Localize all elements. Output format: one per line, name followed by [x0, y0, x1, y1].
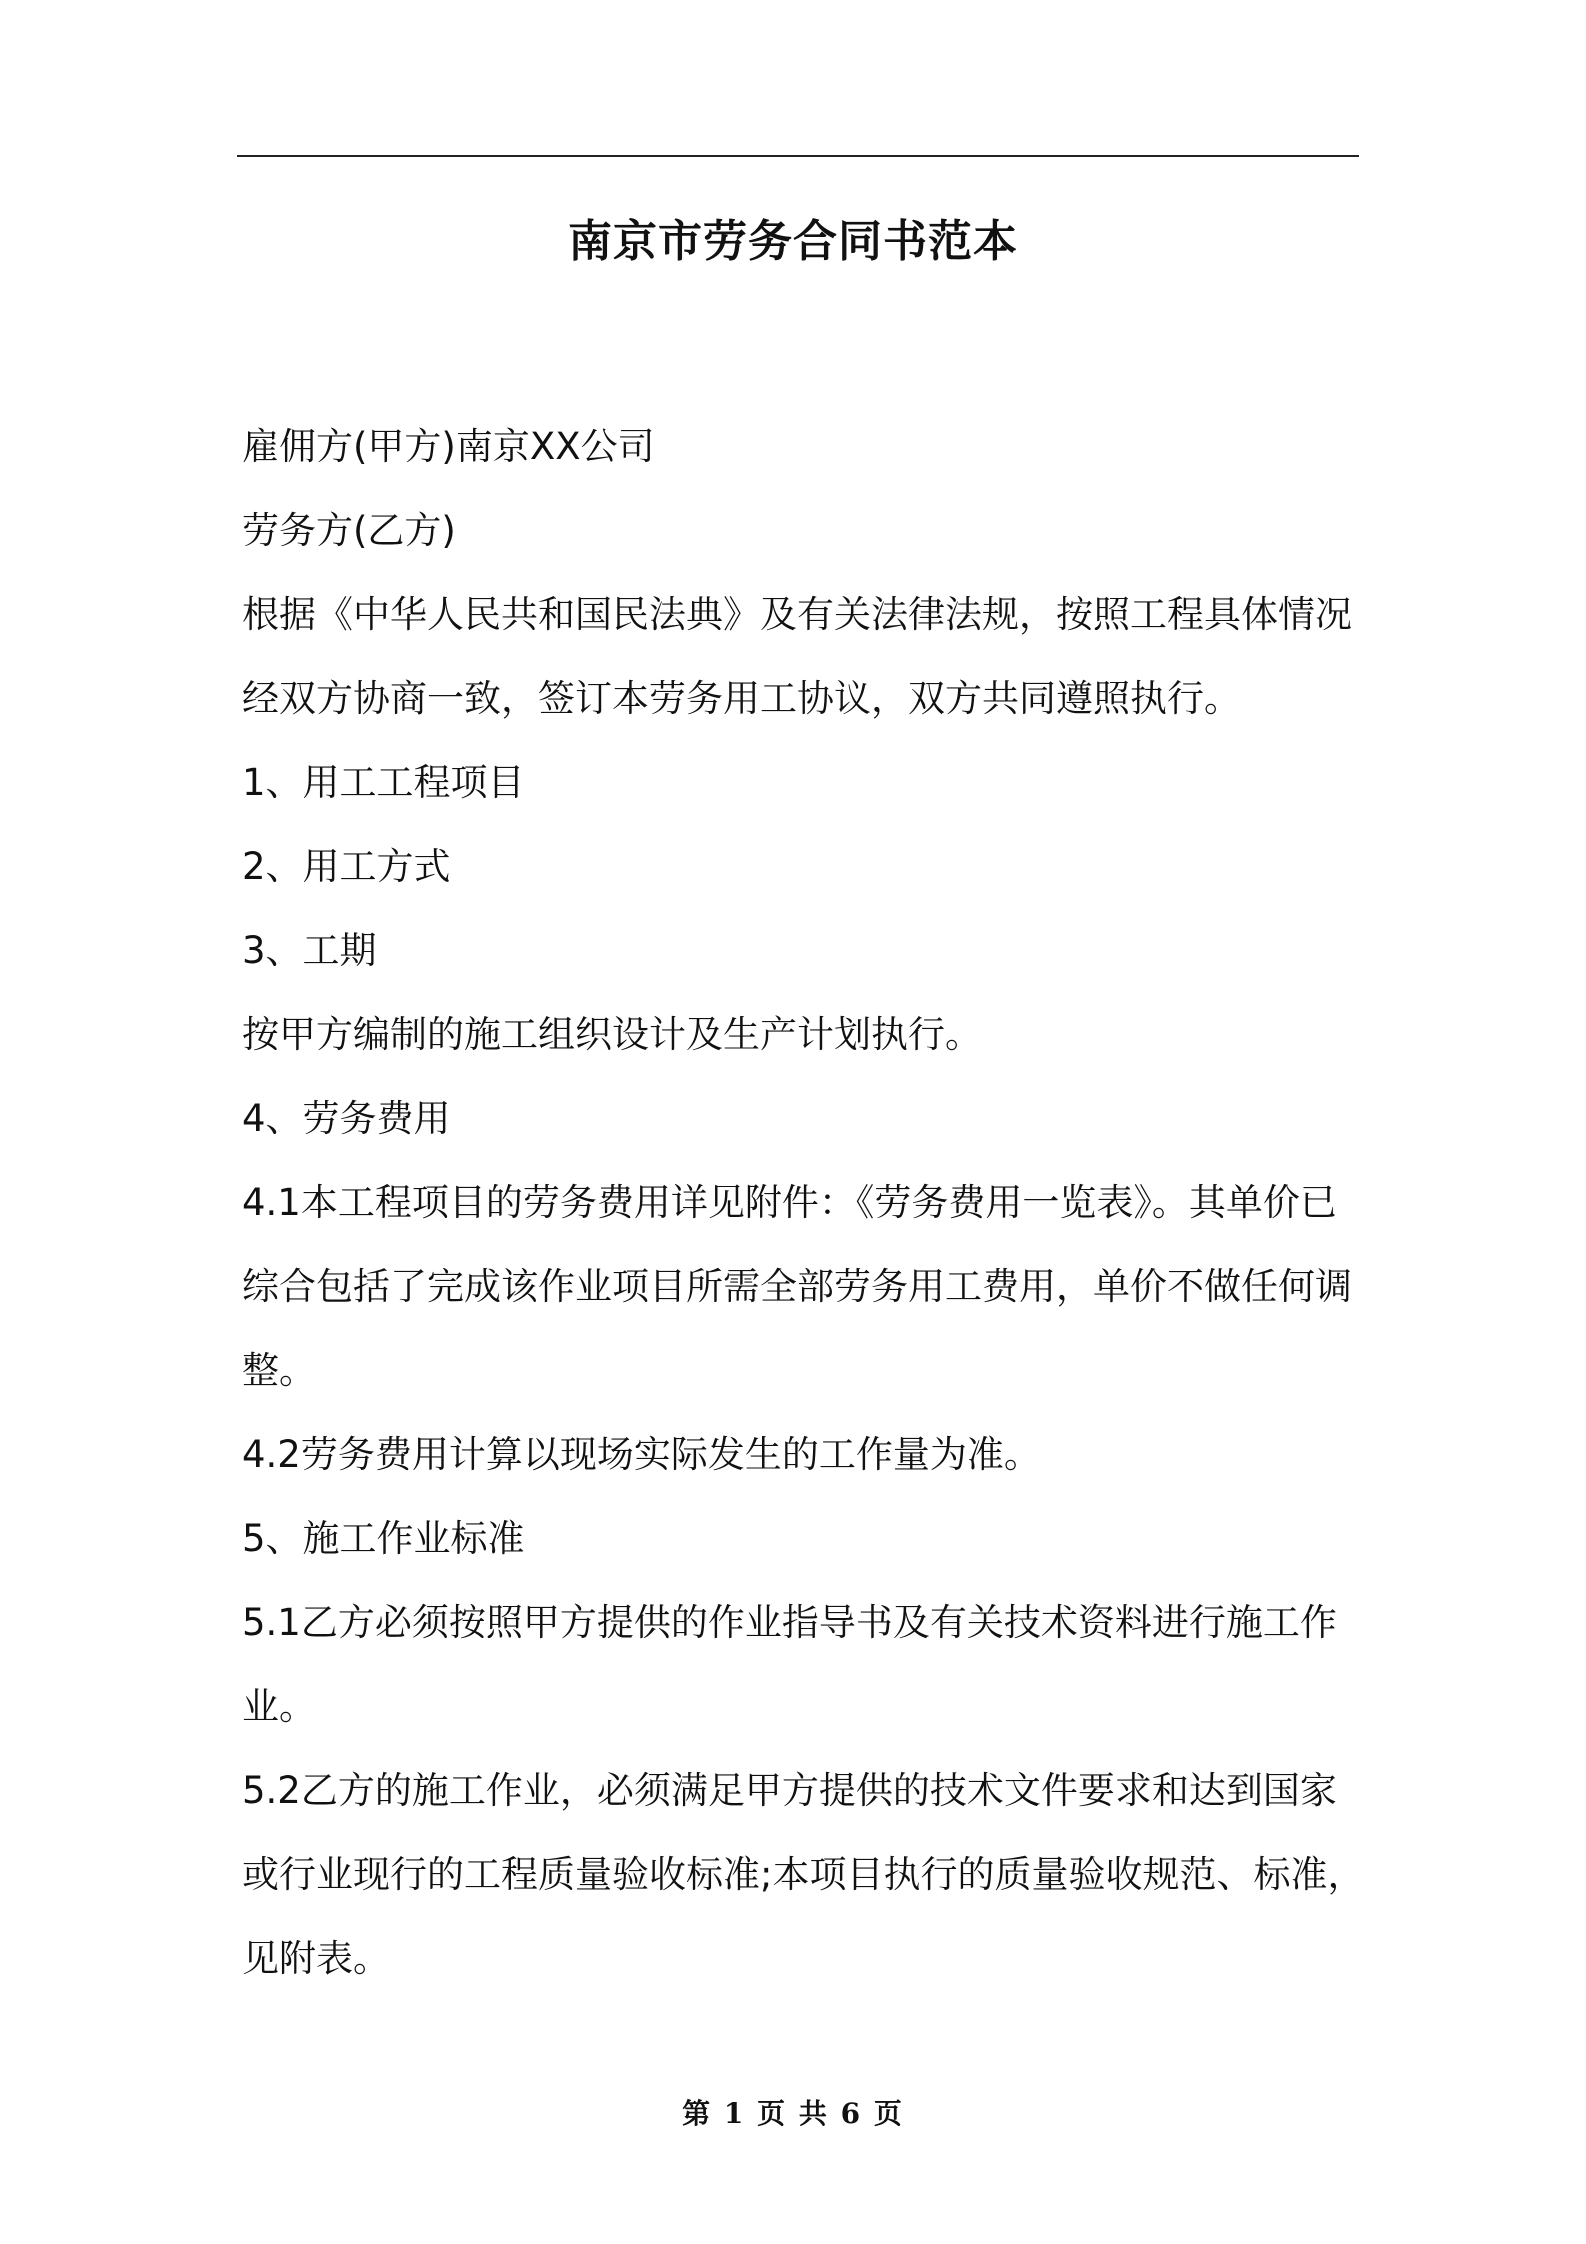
section-heading: 2、用工方式 — [242, 845, 451, 888]
clause-line: 4.2劳务费用计算以现场实际发生的工作量为准。 — [242, 1433, 1041, 1476]
contractor-line: 劳务方(乙方) — [242, 509, 456, 552]
section-heading: 3、工期 — [242, 929, 377, 972]
preamble-line: 经双方协商一致，签订本劳务用工协议，双方共同遵照执行。 — [242, 677, 1241, 720]
clause-line: 整。 — [242, 1349, 316, 1392]
clause-line: 综合包括了完成该作业项目所需全部劳务用工费用，单价不做任何调 — [242, 1265, 1352, 1308]
document-body — [242, 405, 1365, 2001]
clause-line: 按甲方编制的施工组织设计及生产计划执行。 — [242, 1013, 982, 1056]
clause-line: 见附表。 — [242, 1937, 390, 1980]
clause-line: 或行业现行的工程质量验收标准;本项目执行的质量验收规范、标准， — [242, 1853, 1365, 1896]
section-heading: 4、劳务费用 — [242, 1097, 451, 1140]
clause-line: 5.2乙方的施工作业，必须满足甲方提供的技术文件要求和达到国家 — [242, 1769, 1337, 1812]
section-heading: 1、用工工程项目 — [242, 761, 525, 804]
employer-line: 雇佣方(甲方)南京XX公司 — [242, 425, 655, 468]
preamble-line: 根据《中华人民共和国民法典》及有关法律法规，按照工程具体情况 — [242, 593, 1352, 636]
document-title: 南京市劳务合同书范本 — [568, 216, 1018, 267]
clause-line: 4.1本工程项目的劳务费用详见附件：《劳务费用一览表》。其单价已 — [242, 1181, 1337, 1224]
clause-line: 业。 — [242, 1685, 316, 1728]
section-heading: 5、施工作业标准 — [242, 1517, 525, 1560]
clause-line: 5.1乙方必须按照甲方提供的作业指导书及有关技术资料进行施工作 — [242, 1601, 1337, 1644]
header-rule — [237, 155, 1359, 157]
page-number: 第 1 页 共 6 页 — [682, 2097, 904, 2130]
